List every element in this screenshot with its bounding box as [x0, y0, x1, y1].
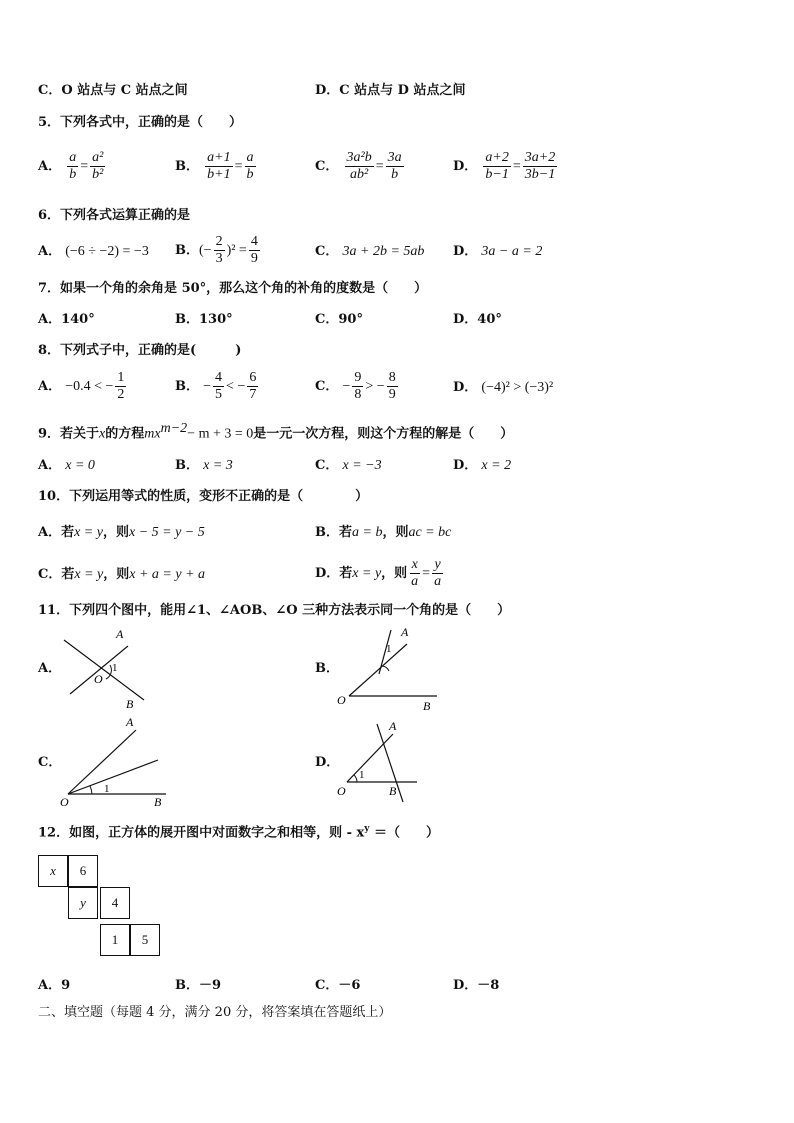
q10-option-c: C．若x = y，则x + a = y + a	[38, 567, 206, 582]
q7-option-a: A．140°	[38, 312, 95, 327]
q10-option-a: A．若x = y，则x − 5 = y − 5	[38, 525, 205, 540]
svg-text:O: O	[337, 693, 346, 707]
svg-text:A: A	[389, 719, 397, 733]
svg-text:B: B	[154, 795, 162, 809]
q9-option-b: B． x = 3	[175, 458, 233, 473]
svg-text:B: B	[423, 699, 431, 713]
svg-text:O: O	[337, 784, 346, 798]
net-cell: y	[68, 887, 98, 919]
svg-text:O: O	[94, 672, 103, 686]
q12-option-a: A．9	[38, 978, 71, 993]
q8-stem: 8．下列式子中，正确的是( )	[38, 343, 242, 358]
q8-option-a: A． −0.4 < − $\frac{1}{2}$	[38, 370, 125, 402]
net-cell: 5	[130, 924, 160, 956]
q5-option-c: C． $\frac{\text{3a²b}}{\text{ab²}}$ = $\frac{3a}{b}$	[315, 150, 402, 182]
q6-stem: 6．下列各式运算正确的是	[38, 208, 191, 223]
svg-text:1: 1	[359, 769, 365, 781]
svg-text:A: A	[126, 715, 134, 729]
q7-option-d: D．40°	[453, 312, 502, 327]
q11-option-b: B．	[315, 661, 339, 676]
q5-stem: 5．下列各式中，正确的是（ ）	[38, 115, 243, 130]
q7-stem: 7．如果一个角的余角是 50°，那么这个角的补角的度数是（ ）	[38, 281, 428, 296]
q9-option-d: D． x = 2	[453, 458, 512, 473]
q12-option-b: B．－9	[175, 978, 222, 993]
q9-option-c: C． x = −3	[315, 458, 382, 473]
net-cell: 4	[100, 887, 130, 919]
svg-text:A: A	[401, 625, 409, 639]
q9-option-a: A． x = 0	[38, 458, 95, 473]
q10-option-d: D．若x = y，则 $\frac{x}{a}$ = $\frac{y}{a}$	[315, 557, 442, 589]
q11-option-d: D．	[315, 755, 340, 770]
net-cell: 1	[100, 924, 130, 956]
q5-option-a: A． $\frac{a}{b}$ = $\frac{\text{a²}}{\text{b²}}$	[38, 150, 104, 182]
q7-option-b: B．130°	[175, 312, 233, 327]
q12-option-d: D．－8	[453, 978, 500, 993]
q5-option-d: D． $\frac{a+2}{b-1}$ = $\frac{3a+2}{3b-1}$	[453, 150, 556, 182]
q6-option-d: D． 3a − a = 2	[453, 244, 543, 259]
q4-option-d: D．C 站点与 D 站点之间	[315, 83, 466, 98]
q11-figure-c	[58, 714, 178, 810]
svg-text:B: B	[389, 784, 397, 798]
svg-text:O: O	[60, 795, 69, 809]
q8-option-c: C． − $\frac{9}{8}$ > − $\frac{8}{9}$	[315, 370, 396, 402]
net-cell: 6	[68, 855, 98, 887]
q6-option-c: C． 3a + 2b = 5ab	[315, 244, 425, 259]
q7-option-c: C．90°	[315, 312, 363, 327]
q8-option-b: B． − $\frac{4}{5}$ < − $\frac{6}{7}$	[175, 370, 257, 402]
q11-figure-d	[333, 716, 433, 806]
q11-figure-a	[58, 630, 158, 712]
q11-option-a: A．	[38, 661, 62, 676]
q6-option-a: A． (−6 ÷ −2) = −3	[38, 244, 149, 259]
svg-text:B: B	[126, 697, 134, 711]
q4-option-c: C．O 站点与 C 站点之间	[38, 83, 188, 98]
q9-stem: 9．若关于x的方程$mx^{m-2}- m + 3 = 0$是一元一次方程，则这个方程的解是（ ）	[38, 421, 514, 442]
q12-stem: 12．如图，正方体的展开图中对面数字之和相等，则 - $x^y$ ＝（ ）	[38, 824, 440, 841]
q8-option-d: D． (−4)² > (−3)²	[453, 380, 554, 395]
q6-option-b: B．(− $\frac{2}{3}$ )² = $\frac{4}{9}$	[175, 234, 258, 266]
q5-option-b: B． $\frac{a+1}{b+1}$ = $\frac{a}{b}$	[175, 150, 254, 182]
q11-figure-b	[333, 622, 443, 714]
section-2-heading: 二、填空题（每题 4 分，满分 20 分，将答案填在答题纸上）	[38, 1005, 392, 1020]
q10-stem: 10．下列运用等式的性质，变形不正确的是（ ）	[38, 489, 369, 504]
svg-text:A: A	[116, 630, 124, 641]
q12-option-c: C．－6	[315, 978, 361, 993]
q10-option-b: B．若a = b，则ac = bc	[315, 525, 452, 540]
svg-text:1: 1	[112, 662, 118, 674]
svg-text:1: 1	[386, 643, 392, 655]
svg-text:1: 1	[104, 783, 110, 795]
net-cell: x	[38, 855, 68, 887]
q11-stem: 11．下列四个图中，能用∠1、∠AOB、∠O 三种方法表示同一个角的是（ ）	[38, 603, 511, 618]
q11-option-c: C．	[38, 755, 62, 770]
